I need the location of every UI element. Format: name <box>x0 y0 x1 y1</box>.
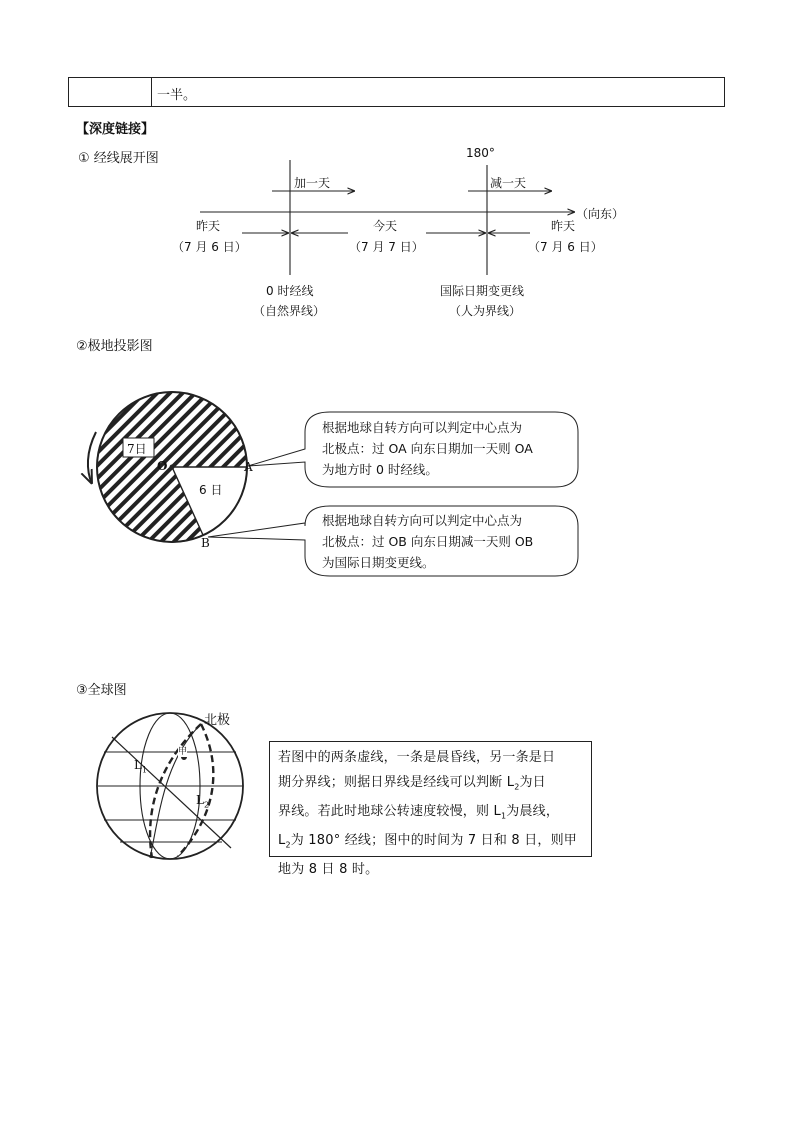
zero-meridian-note: （自然界线） <box>253 304 326 318</box>
jia-label: 甲 <box>178 747 188 757</box>
l2-label <box>196 793 209 809</box>
terminator-line <box>112 737 231 848</box>
callout-line: 根据地球自转方向可以判定中心点为 <box>322 420 523 435</box>
point-o-label: O <box>157 459 168 473</box>
east-label: （向东） <box>576 207 625 221</box>
mid-date-label: （7 月 7 日） <box>349 240 424 254</box>
box-line <box>278 829 583 858</box>
l2-sub: 2 <box>203 800 210 810</box>
left-day-label: 昨天 <box>196 219 221 233</box>
box-text: 界线。若此时地球公转速度较慢，则 L <box>278 803 501 819</box>
l2-main: L <box>196 793 204 807</box>
right-date-label: （7 月 6 日） <box>528 240 603 254</box>
north-pole-point <box>170 465 175 470</box>
rotation-arrow <box>88 432 96 484</box>
fig1-title: ① 经线展开图 <box>78 151 159 166</box>
l1-sub: 1 <box>141 765 148 775</box>
box-sub: 2 <box>514 782 520 792</box>
box-line: 若图中的两条虚线，一条是晨昏线，另一条是日 <box>278 750 556 765</box>
box-text: L <box>278 832 286 848</box>
box-sub: 2 <box>285 840 291 850</box>
point-b-label: B <box>201 536 210 550</box>
explanation-box <box>269 741 592 877</box>
box-text: 为晨线， <box>506 803 560 819</box>
box-line <box>278 800 583 829</box>
box-text: 期分界线；则据日界线是经线可以判断 L <box>278 774 515 790</box>
fig3-title: ③全球图 <box>76 683 127 698</box>
box-text: 为日 <box>519 774 546 790</box>
point-a-label: A <box>244 460 253 474</box>
l1-main: L <box>134 758 142 772</box>
north-pole-label: 北极 <box>204 713 231 728</box>
left-date-label: （7 月 6 日） <box>172 240 247 254</box>
date-line-label: 国际日期变更线 <box>440 284 525 298</box>
add-day-label: 加一天 <box>294 176 331 190</box>
mid-day-label: 今天 <box>373 219 398 233</box>
callout-line: 为国际日期变更线。 <box>322 555 435 570</box>
date-line-note: （人为界线） <box>449 304 522 318</box>
day-7-label: 7日 <box>127 442 147 456</box>
globe-diagram <box>97 713 243 859</box>
box-sub: 1 <box>500 811 507 821</box>
sub-day-label: 减一天 <box>490 176 527 190</box>
callout-line: 北极点：过 OA 向东日期加一天则 OA <box>322 441 533 456</box>
l1-dashed <box>150 724 201 858</box>
degree-label: 180° <box>466 146 495 160</box>
callout-line: 北极点：过 OB 向东日期减一天则 OB <box>322 534 534 549</box>
section-heading: 【深度链接】 <box>76 122 155 137</box>
callout-line: 根据地球自转方向可以判定中心点为 <box>322 513 523 528</box>
callout-1-text <box>322 417 533 480</box>
box-text: 为 180° 经线；图中的时间为 7 日和 8 日，则甲 <box>290 832 577 848</box>
box-line <box>278 771 583 800</box>
l1-label <box>134 758 147 774</box>
box-line: 地为 8 日 8 时。 <box>278 861 379 877</box>
zero-meridian-label: 0 时经线 <box>266 284 314 298</box>
table-cell-text: 一半。 <box>157 88 197 103</box>
callout-line: 为地方时 0 时经线。 <box>322 462 438 477</box>
callout-2-text <box>322 510 533 573</box>
day-6-label: 6 日 <box>199 483 223 497</box>
right-day-label: 昨天 <box>551 219 576 233</box>
fig2-title: ②极地投影图 <box>76 339 153 354</box>
